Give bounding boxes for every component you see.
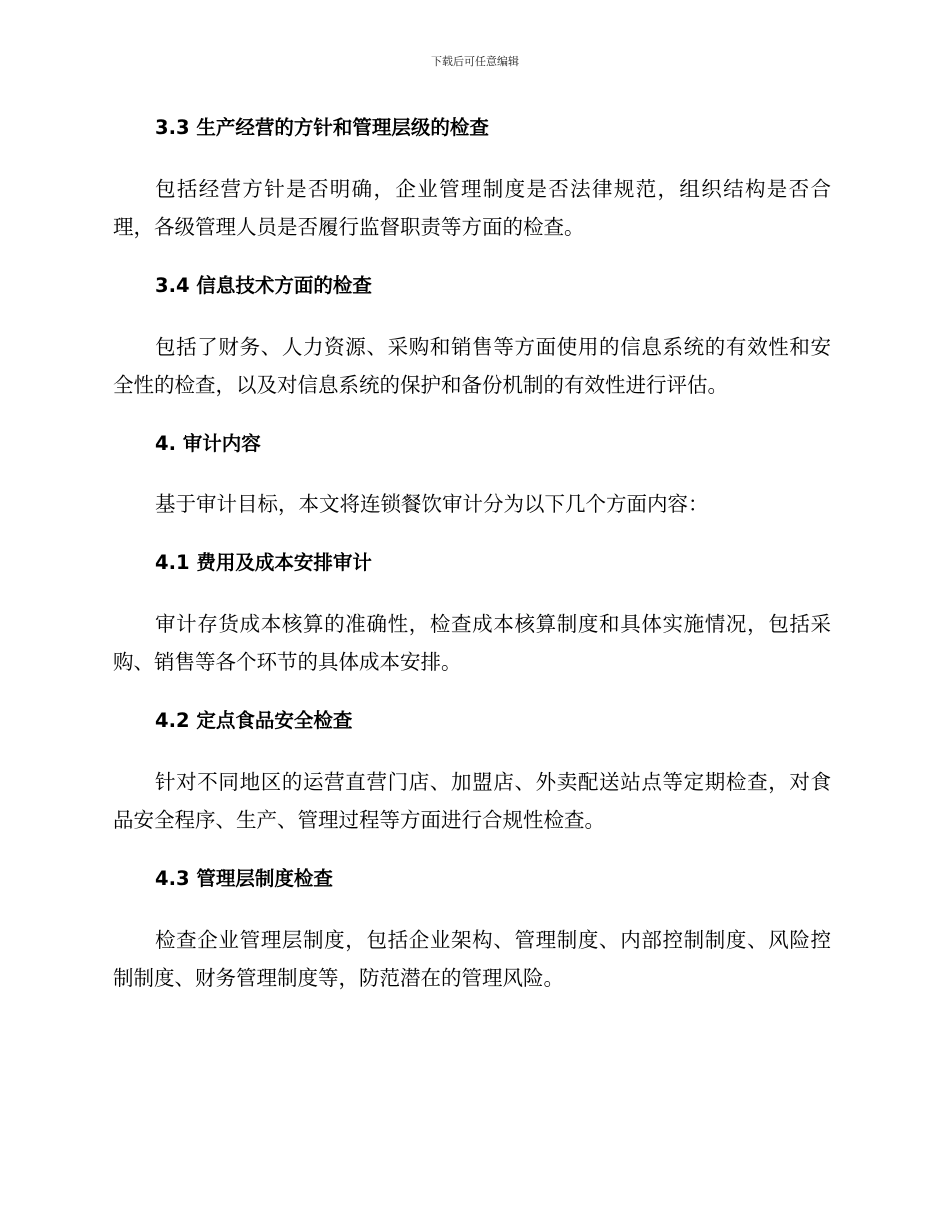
section-paragraph-3-3: 包括经营方针是否明确，企业管理制度是否法律规范，组织结构是否合理，各级管理人员是否履行监督职责等方面的检查。	[113, 177, 831, 239]
section-paragraph-4-2: 针对不同地区的运营直营门店、加盟店、外卖配送站点等定期检查，对食品安全程序、生产、管理过程等方面进行合规性检查。	[113, 770, 831, 832]
section-heading-4-1: 4.1 费用及成本安排审计	[155, 551, 372, 574]
section-heading-4-2: 4.2 定点食品安全检查	[155, 709, 353, 732]
section-paragraph-4-3: 检查企业管理层制度，包括企业架构、管理制度、内部控制制度、风险控制制度、财务管理制度等，防范潜在的管理风险。	[113, 928, 831, 990]
section-heading-4: 4. 审计内容	[155, 432, 261, 455]
section-heading-3-3: 3.3 生产经营的方针和管理层级的检查	[155, 116, 489, 139]
section-paragraph-3-4: 包括了财务、人力资源、采购和销售等方面使用的信息系统的有效性和安全性的检查，以及对信息系统的保护和备份机制的有效性进行评估。	[113, 335, 831, 397]
document-body	[113, 113, 831, 997]
page-header-note: 下载后可任意编辑	[431, 55, 519, 68]
section-heading-3-4: 3.4 信息技术方面的检查	[155, 274, 372, 297]
section-heading-4-3: 4.3 管理层制度检查	[155, 867, 333, 890]
section-paragraph-4: 基于审计目标，本文将连锁餐饮审计分为以下几个方面内容：	[155, 492, 709, 516]
section-paragraph-4-1: 审计存货成本核算的准确性，检查成本核算制度和具体实施情况，包括采购、销售等各个环节的具体成本安排。	[113, 612, 831, 674]
